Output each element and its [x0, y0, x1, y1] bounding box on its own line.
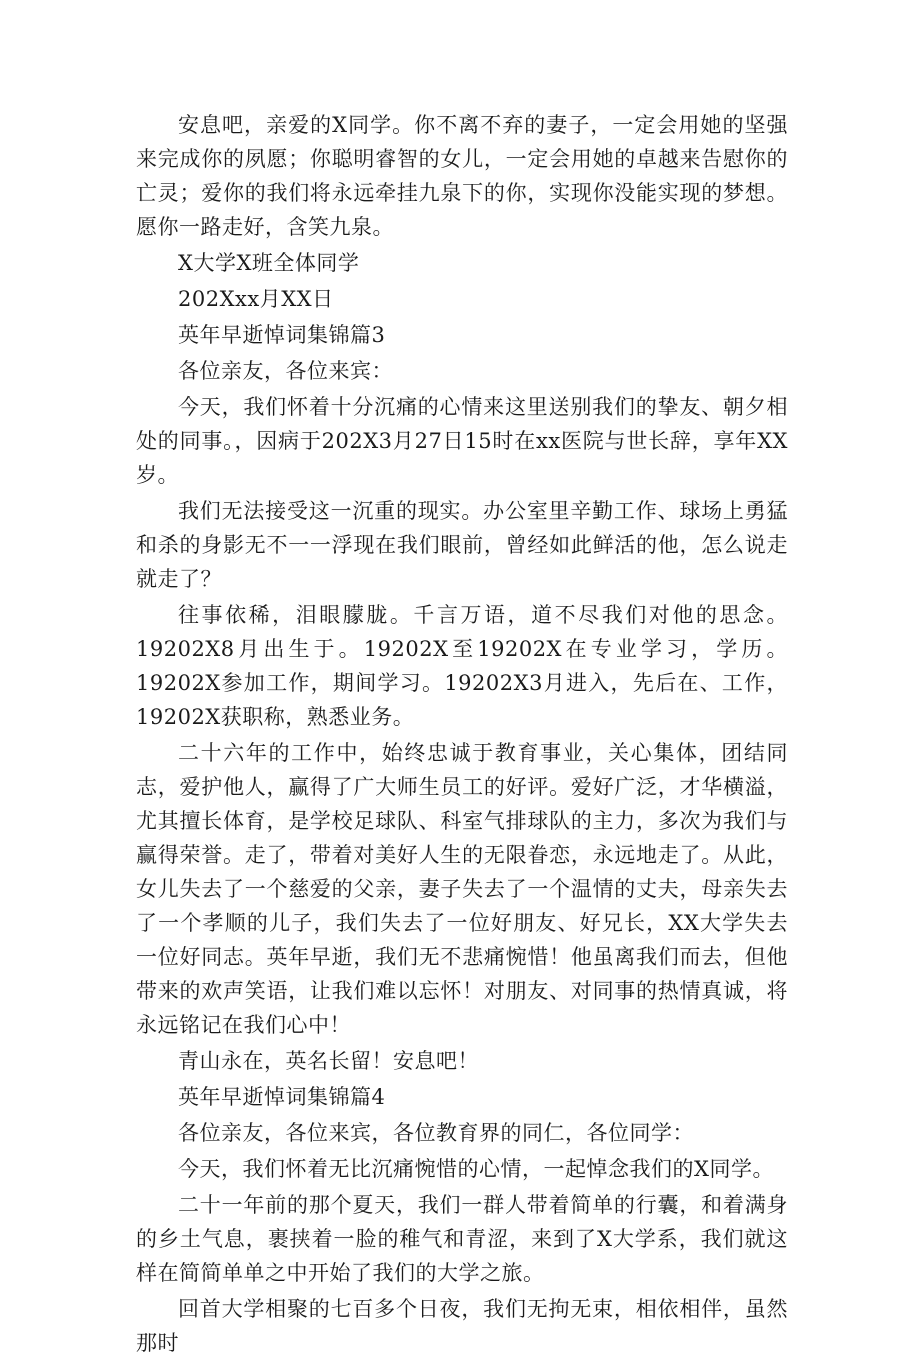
paragraph-biography: 往事依稀，泪眼朦胧。千言万语，道不尽我们对他的思念。19202X8月出生于。19202X至19202X在专业学习，学历。19202X参加工作，期间学习。19202X3月进入，先后在、工作，19202X获职称，熟悉业务。 — [136, 603, 788, 729]
salutation: 各位亲友，各位来宾： — [178, 359, 393, 383]
paragraph-farewell: 安息吧，亲爱的X同学。你不离不弃的妻子，一定会用她的坚强来完成你的夙愿；你聪明睿智的女儿，一定会用她的卓越来告慰你的亡灵；爱你的我们将永远牵挂九泉下的你，实现你没能实现的梦想。愿你一路走好，含笑九泉。 — [136, 113, 788, 239]
salutation-2: 各位亲友，各位来宾，各位教育界的同仁，各位同学： — [178, 1121, 694, 1145]
paragraph-mourning: 今天，我们怀着无比沉痛惋惜的心情，一起悼念我们的X同学。 — [178, 1157, 774, 1181]
signature-line: X大学X班全体同学 — [178, 251, 360, 275]
paragraph-reflection: 回首大学相聚的七百多个日夜，我们无拘无束，相依相伴，虽然那时 — [136, 1297, 788, 1355]
paragraph-closing: 青山永在，英名长留！安息吧！ — [178, 1049, 479, 1073]
section-heading-3: 英年早逝悼词集锦篇3 — [178, 323, 386, 347]
document-body — [136, 108, 788, 1362]
paragraph-memory: 二十一年前的那个夏天，我们一群人带着简单的行囊，和着满身的乡土气息，裹挟着一脸的稚气和青涩，来到了X大学系，我们就这样在简简单单之中开始了我们的大学之旅。 — [136, 1193, 788, 1285]
paragraph-opening: 今天，我们怀着十分沉痛的心情来这里送别我们的挚友、朝夕相处的同事。，因病于202X3月27日15时在xx医院与世长辞，享年XX岁。 — [136, 395, 788, 487]
date-line: 202Xxx月XX日 — [178, 287, 334, 311]
paragraph-reality: 我们无法接受这一沉重的现实。办公室里辛勤工作、球场上勇猛和杀的身影无不一一浮现在我们眼前，曾经如此鲜活的他，怎么说走就走了？ — [136, 499, 788, 591]
section-heading-4: 英年早逝悼词集锦篇4 — [178, 1085, 386, 1109]
paragraph-career: 二十六年的工作中，始终忠诚于教育事业，关心集体，团结同志，爱护他人，赢得了广大师生员工的好评。爱好广泛，才华横溢，尤其擅长体育，是学校足球队、科室气排球队的主力，多次为我们与赢得荣誉。走了，带着对美好人生的无限眷恋，永远地走了。从此，女儿失去了一个慈爱的父亲，妻子失去了一个温情的丈夫，母亲失去了一个孝顺的儿子，我们失去了一位好朋友、好兄长，XX大学失去一位好同志。英年早逝，我们无不悲痛惋惜！他虽离我们而去，但他带来的欢声笑语，让我们难以忘怀！对朋友、对同事的热情真诚，将永远铭记在我们心中！ — [136, 741, 788, 1037]
